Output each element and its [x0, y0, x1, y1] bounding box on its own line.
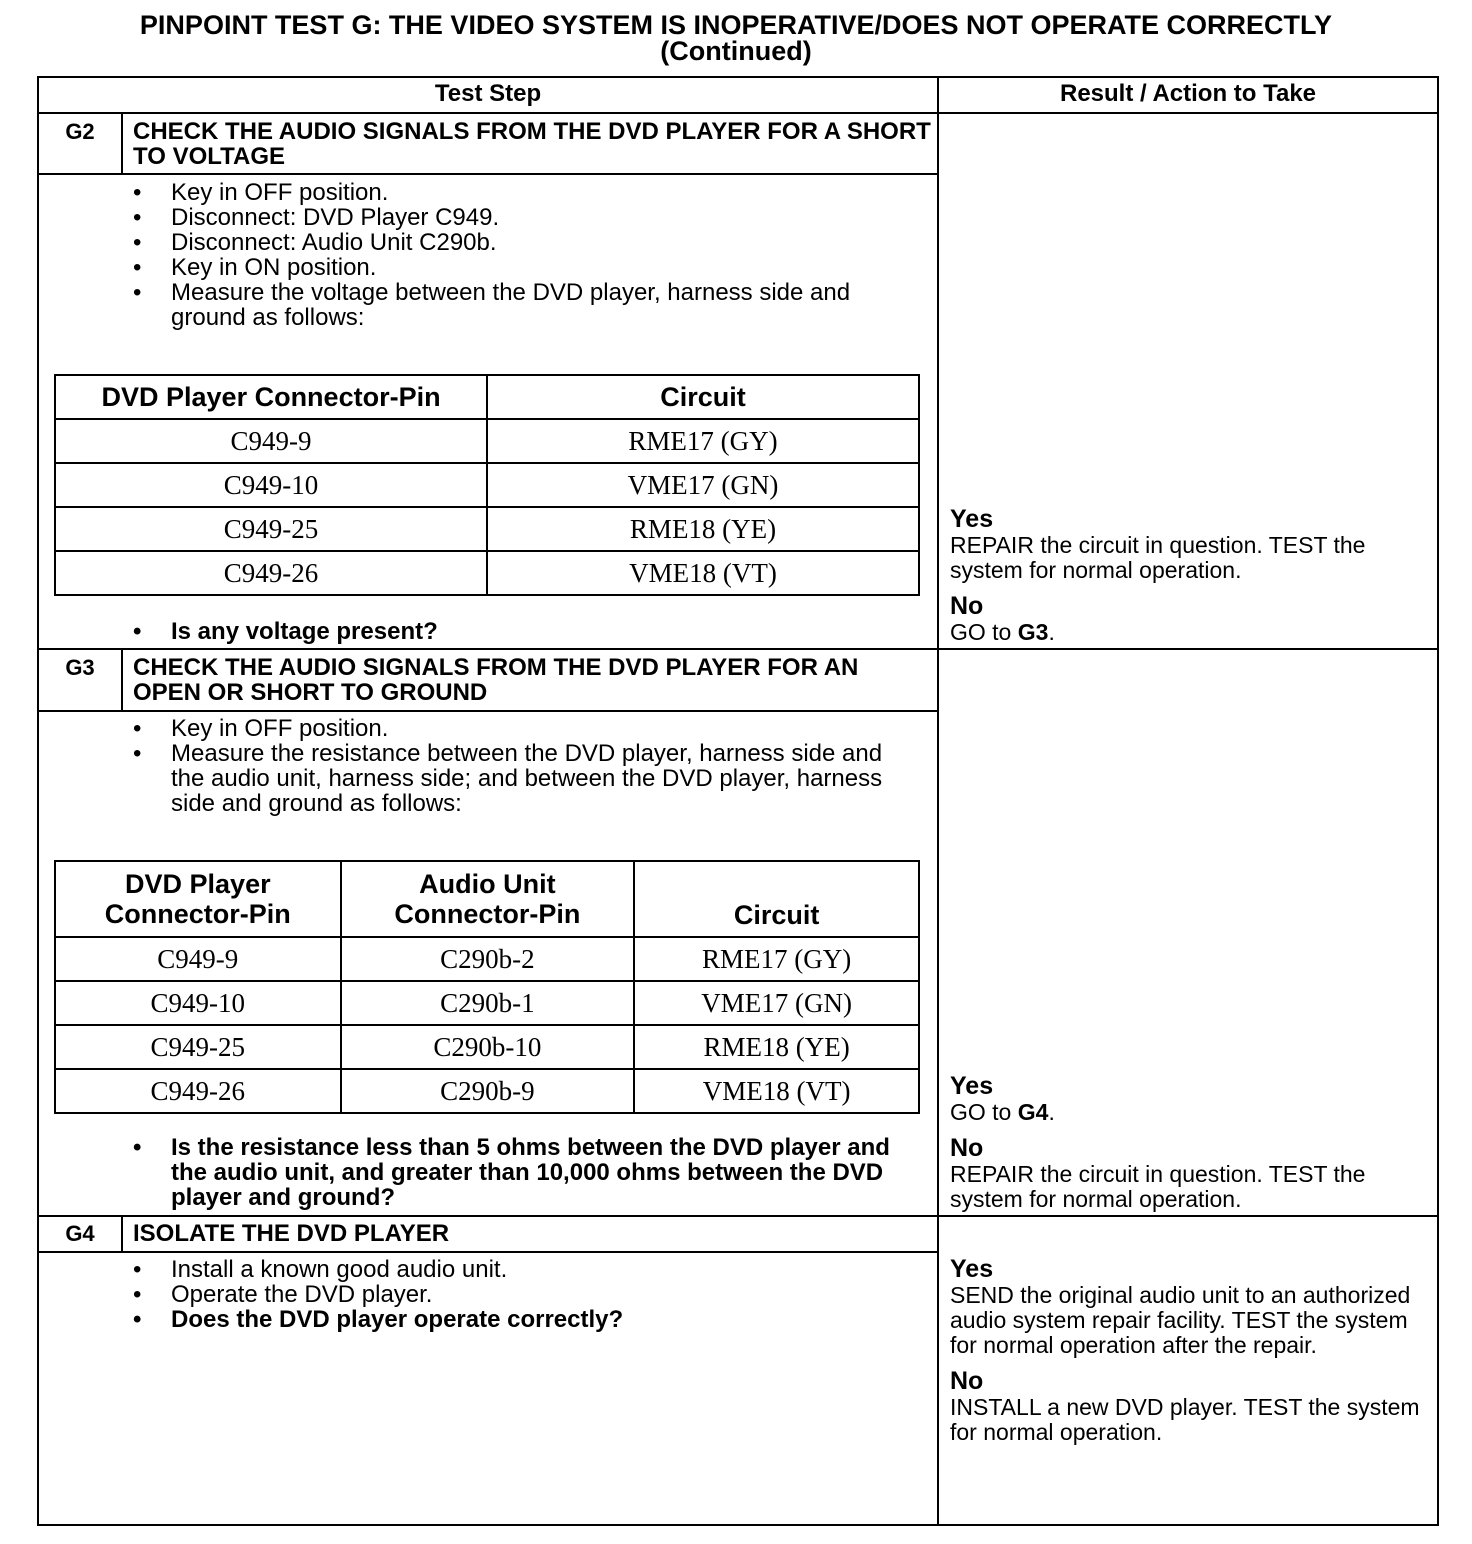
question-text: • Is the resistance less than 5 ohms between the DVD player and the audio unit, and greater than 10,000 ohms between the DVD player and ground? [133, 1135, 923, 1210]
list-item: • Measure the voltage between the DVD player, harness side and ground as follows: [133, 280, 913, 330]
no-label: No [950, 592, 984, 620]
column-divider [937, 76, 939, 1526]
table-cell: C949-10 [55, 463, 487, 507]
g3-connector-table [54, 860, 920, 1114]
yes-action: SEND the original audio unit to an authorized audio system repair facility. TEST the system for normal operation after the repair. [950, 1282, 1411, 1358]
step-title-g2: CHECK THE AUDIO SIGNALS FROM THE DVD PLAYER FOR A SHORT TO VOLTAGE [133, 118, 931, 170]
table-header: Circuit [634, 861, 919, 937]
step-id-g4: G4 [65, 1221, 95, 1246]
table-cell: C949-10 [55, 981, 341, 1025]
yes-action-suffix: . [1048, 1099, 1055, 1125]
no-label: No [950, 1367, 984, 1395]
g3-title-rule [37, 710, 938, 712]
table-cell: C949-25 [55, 507, 487, 551]
list-item: • Disconnect: Audio Unit C290b. [133, 230, 913, 255]
question-text: • Is any voltage present? [133, 619, 913, 644]
no-action-text: GO to [950, 619, 1018, 645]
table-row [55, 419, 919, 463]
table-row [55, 1069, 919, 1113]
table-header: DVD Player Connector-Pin [55, 861, 341, 937]
step-g2-instructions [133, 180, 913, 330]
g3-g4-rule [37, 1215, 1439, 1217]
table-cell: C290b-9 [341, 1069, 635, 1113]
no-label: No [950, 1134, 984, 1162]
list-item: • Install a known good audio unit. [133, 1257, 913, 1282]
g4-title-rule [37, 1251, 938, 1253]
table-cell: RME18 (YE) [487, 507, 919, 551]
g2-id-divider [121, 113, 123, 174]
table-cell: VME17 (GN) [634, 981, 919, 1025]
table-cell: RME17 (GY) [487, 419, 919, 463]
table-cell: C949-26 [55, 551, 487, 595]
no-action [950, 620, 1430, 645]
g3-result [950, 1073, 1430, 1212]
list-item: • Disconnect: DVD Player C949. [133, 205, 913, 230]
column-header-test-step: Test Step [434, 80, 542, 107]
table-row [55, 1025, 919, 1069]
g2-result [950, 506, 1430, 645]
column-header-result: Result / Action to Take [1059, 80, 1317, 107]
table-row [55, 507, 919, 551]
step-g2-question [133, 619, 913, 644]
table-header: Circuit [487, 375, 919, 419]
step-reference: G3 [1017, 619, 1049, 645]
table-cell: VME18 (VT) [487, 551, 919, 595]
yes-label: Yes [950, 1072, 994, 1100]
table-cell: RME17 (GY) [634, 937, 919, 981]
table-row [55, 937, 919, 981]
step-g3-question [133, 1135, 923, 1210]
list-item: • Key in ON position. [133, 255, 913, 280]
list-item: • Measure the resistance between the DVD player, harness side and the audio unit, harness side; and between the DVD player, harness side and ground as follows: [133, 741, 903, 816]
no-action-suffix: . [1048, 619, 1055, 645]
step-id-g2: G2 [65, 119, 95, 144]
page-subtitle: (Continued) [660, 36, 812, 66]
no-action: REPAIR the circuit in question. TEST the system for normal operation. [950, 1161, 1366, 1212]
g2-g3-rule [37, 648, 1439, 650]
step-reference: G4 [1017, 1099, 1049, 1125]
table-header: DVD Player Connector-Pin [55, 375, 487, 419]
g3-id-divider [121, 649, 123, 711]
table-header: Audio Unit Connector-Pin [341, 861, 635, 937]
table-cell: C949-9 [55, 419, 487, 463]
g2-title-rule [37, 173, 938, 175]
question-text: • Does the DVD player operate correctly? [133, 1307, 913, 1332]
table-row [55, 981, 919, 1025]
list-item: • Key in OFF position. [133, 716, 903, 741]
g2-connector-table [54, 374, 920, 596]
g4-id-divider [121, 1216, 123, 1252]
g4-result [950, 1256, 1430, 1445]
table-cell: C290b-1 [341, 981, 635, 1025]
table-cell: RME18 (YE) [634, 1025, 919, 1069]
table-cell: VME17 (GN) [487, 463, 919, 507]
table-cell: C949-26 [55, 1069, 341, 1113]
step-g4-instructions [133, 1257, 913, 1332]
list-item: • Key in OFF position. [133, 180, 913, 205]
table-cell: C949-25 [55, 1025, 341, 1069]
yes-action [950, 1100, 1430, 1125]
step-id-g3: G3 [65, 655, 95, 680]
page-title: PINPOINT TEST G: THE VIDEO SYSTEM IS INOPERATIVE/DOES NOT OPERATE CORRECTLY [139, 10, 1333, 40]
table-row [55, 551, 919, 595]
yes-action-text: GO to [950, 1099, 1018, 1125]
step-g3-instructions [133, 716, 903, 816]
step-title-g4: ISOLATE THE DVD PLAYER [133, 1220, 450, 1247]
yes-label: Yes [950, 505, 994, 533]
header-rule [37, 112, 1439, 114]
yes-action: REPAIR the circuit in question. TEST the system for normal operation. [950, 532, 1366, 583]
table-cell: C290b-10 [341, 1025, 635, 1069]
table-cell: VME18 (VT) [634, 1069, 919, 1113]
no-action: INSTALL a new DVD player. TEST the system for normal operation. [950, 1394, 1420, 1445]
table-row [55, 463, 919, 507]
table-cell: C949-9 [55, 937, 341, 981]
yes-label: Yes [950, 1255, 994, 1283]
table-cell: C290b-2 [341, 937, 635, 981]
list-item: • Operate the DVD player. [133, 1282, 913, 1307]
step-title-g3: CHECK THE AUDIO SIGNALS FROM THE DVD PLAYER FOR AN OPEN OR SHORT TO GROUND [133, 654, 859, 706]
